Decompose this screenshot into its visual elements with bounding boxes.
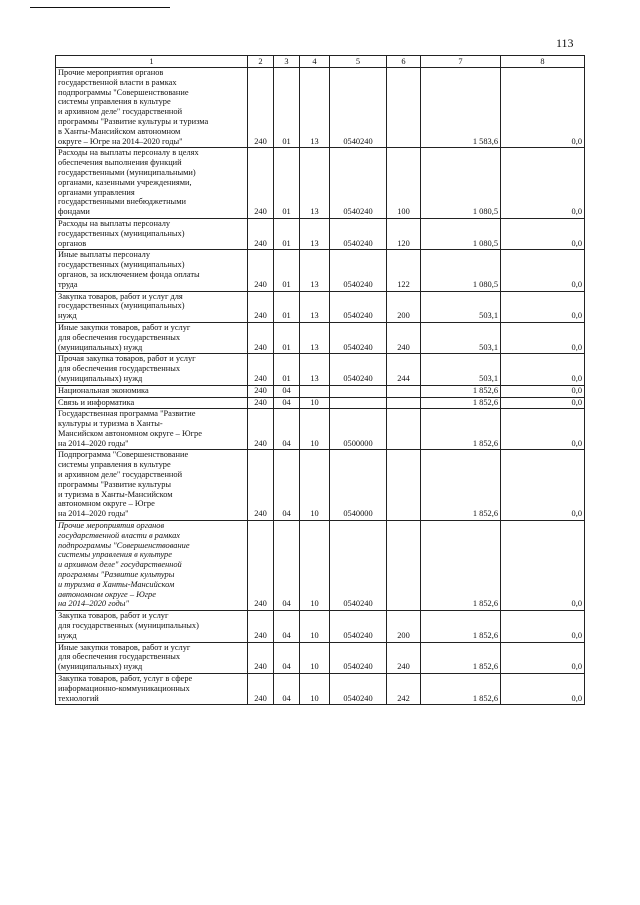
cell-col-5: 0540240 xyxy=(330,611,387,642)
row-name: Иные выплаты персоналу государственных (муниципальных) органов, за исключением фонда оплаты труда xyxy=(56,250,248,291)
cell-col-7: 503,1 xyxy=(421,354,501,385)
table-row xyxy=(56,397,585,409)
cell-col-6: 244 xyxy=(387,354,421,385)
column-header: 5 xyxy=(330,56,387,68)
cell-col-4: 13 xyxy=(300,68,330,148)
cell-col-7: 1 852,6 xyxy=(421,611,501,642)
cell-col-2: 240 xyxy=(248,674,274,705)
cell-col-8: 0,0 xyxy=(501,68,585,148)
table-row xyxy=(56,68,585,148)
cell-col-6 xyxy=(387,450,421,521)
cell-col-5: 0500000 xyxy=(330,409,387,450)
cell-col-4: 10 xyxy=(300,642,330,673)
cell-col-7: 1 583,6 xyxy=(421,68,501,148)
row-name: Прочие мероприятия органов государственной власти в рамках подпрограммы "Совершенствование системы управления в культуре и архивном деле" государственной программы "Развитие культуры и туризма в Ханты-Мансийском автономном округе – Югре на 2014–2020 годы" xyxy=(56,521,248,611)
table-row xyxy=(56,450,585,521)
row-name: Прочие мероприятия органов государственной власти в рамках подпрограммы "Совершенствование системы управления в культуре и архивном деле" государственной программы "Развитие культуры и туризма в Ханты-Мансийском автономном округе – Югре на 2014–2020 годы" xyxy=(56,68,248,148)
cell-col-7: 1 852,6 xyxy=(421,450,501,521)
cell-col-4: 10 xyxy=(300,397,330,409)
cell-col-8: 0,0 xyxy=(501,250,585,291)
cell-col-3: 01 xyxy=(274,218,300,249)
cell-col-2: 240 xyxy=(248,409,274,450)
cell-col-8: 0,0 xyxy=(501,385,585,397)
cell-col-4: 13 xyxy=(300,291,330,322)
cell-col-6 xyxy=(387,521,421,611)
cell-col-7: 1 080,5 xyxy=(421,250,501,291)
row-name: Национальная экономика xyxy=(56,385,248,397)
cell-col-3: 01 xyxy=(274,250,300,291)
cell-col-2: 240 xyxy=(248,68,274,148)
cell-col-6 xyxy=(387,409,421,450)
row-name: Иные закупки товаров, работ и услуг для обеспечения государственных (муниципальных) нужд xyxy=(56,642,248,673)
cell-col-8: 0,0 xyxy=(501,354,585,385)
row-name: Расходы на выплаты персоналу в целях обеспечения выполнения функций государственными (муниципальными) органами, казенными учреждениями, органами управления государственными внебюджетными фондами xyxy=(56,148,248,219)
cell-col-8: 0,0 xyxy=(501,218,585,249)
cell-col-7: 1 080,5 xyxy=(421,148,501,219)
cell-col-3: 04 xyxy=(274,397,300,409)
page-number: 113 xyxy=(556,36,574,50)
cell-col-2: 240 xyxy=(248,322,274,353)
cell-col-4: 13 xyxy=(300,354,330,385)
budget-table xyxy=(55,55,585,705)
table-row xyxy=(56,385,585,397)
table-row xyxy=(56,148,585,219)
table-row xyxy=(56,611,585,642)
cell-col-6: 242 xyxy=(387,674,421,705)
column-header: 2 xyxy=(248,56,274,68)
top-rule xyxy=(30,7,170,8)
cell-col-2: 240 xyxy=(248,385,274,397)
cell-col-3: 04 xyxy=(274,611,300,642)
cell-col-4: 13 xyxy=(300,218,330,249)
cell-col-5: 0540240 xyxy=(330,68,387,148)
header-row xyxy=(56,56,585,68)
cell-col-7: 1 852,6 xyxy=(421,521,501,611)
column-header: 4 xyxy=(300,56,330,68)
column-header: 3 xyxy=(274,56,300,68)
cell-col-4: 13 xyxy=(300,250,330,291)
cell-col-2: 240 xyxy=(248,611,274,642)
cell-col-3: 01 xyxy=(274,148,300,219)
cell-col-8: 0,0 xyxy=(501,148,585,219)
cell-col-3: 04 xyxy=(274,642,300,673)
cell-col-8: 0,0 xyxy=(501,674,585,705)
cell-col-2: 240 xyxy=(248,354,274,385)
cell-col-5: 0540240 xyxy=(330,322,387,353)
cell-col-5: 0540240 xyxy=(330,218,387,249)
cell-col-3: 04 xyxy=(274,450,300,521)
cell-col-3: 01 xyxy=(274,291,300,322)
cell-col-5 xyxy=(330,385,387,397)
cell-col-5: 0540240 xyxy=(330,148,387,219)
column-header: 6 xyxy=(387,56,421,68)
table-row xyxy=(56,521,585,611)
cell-col-7: 503,1 xyxy=(421,291,501,322)
column-header: 7 xyxy=(421,56,501,68)
cell-col-3: 01 xyxy=(274,322,300,353)
cell-col-6 xyxy=(387,68,421,148)
row-name: Государственная программа "Развитие культуры и туризма в Ханты- Мансийском автономном округе – Югре на 2014–2020 годы" xyxy=(56,409,248,450)
cell-col-3: 04 xyxy=(274,409,300,450)
cell-col-5: 0540240 xyxy=(330,354,387,385)
cell-col-5: 0540000 xyxy=(330,450,387,521)
cell-col-4: 13 xyxy=(300,322,330,353)
column-header: 1 xyxy=(56,56,248,68)
cell-col-7: 1 080,5 xyxy=(421,218,501,249)
cell-col-4: 10 xyxy=(300,674,330,705)
cell-col-8: 0,0 xyxy=(501,450,585,521)
cell-col-6: 100 xyxy=(387,148,421,219)
row-name: Связь и информатика xyxy=(56,397,248,409)
cell-col-8: 0,0 xyxy=(501,521,585,611)
cell-col-2: 240 xyxy=(248,218,274,249)
table-row xyxy=(56,409,585,450)
cell-col-2: 240 xyxy=(248,642,274,673)
cell-col-6 xyxy=(387,397,421,409)
cell-col-8: 0,0 xyxy=(501,642,585,673)
cell-col-2: 240 xyxy=(248,521,274,611)
row-name: Закупка товаров, работ, услуг в сфере информационно-коммуникационных технологий xyxy=(56,674,248,705)
cell-col-5: 0540240 xyxy=(330,642,387,673)
cell-col-5: 0540240 xyxy=(330,521,387,611)
row-name: Расходы на выплаты персоналу государственных (муниципальных) органов xyxy=(56,218,248,249)
cell-col-5: 0540240 xyxy=(330,250,387,291)
row-name: Закупка товаров, работ и услуг для государственных (муниципальных) нужд xyxy=(56,291,248,322)
cell-col-2: 240 xyxy=(248,148,274,219)
cell-col-4: 10 xyxy=(300,409,330,450)
table-row xyxy=(56,250,585,291)
cell-col-6: 240 xyxy=(387,642,421,673)
cell-col-6: 120 xyxy=(387,218,421,249)
cell-col-5: 0540240 xyxy=(330,291,387,322)
cell-col-4: 13 xyxy=(300,148,330,219)
row-name: Подпрограмма "Совершенствование системы управления в культуре и архивном деле" государственной программы "Развитие культуры и туризма в Ханты-Мансийском автономном округе – Югре на 2014–2020 годы" xyxy=(56,450,248,521)
table-row xyxy=(56,354,585,385)
table-row xyxy=(56,642,585,673)
cell-col-4: 10 xyxy=(300,450,330,521)
cell-col-2: 240 xyxy=(248,450,274,521)
cell-col-4 xyxy=(300,385,330,397)
cell-col-6: 200 xyxy=(387,291,421,322)
row-name: Закупка товаров, работ и услуг для государственных (муниципальных) нужд xyxy=(56,611,248,642)
cell-col-5: 0540240 xyxy=(330,674,387,705)
cell-col-3: 01 xyxy=(274,354,300,385)
column-header: 8 xyxy=(501,56,585,68)
table-row xyxy=(56,674,585,705)
cell-col-7: 1 852,6 xyxy=(421,397,501,409)
cell-col-6: 200 xyxy=(387,611,421,642)
table-row xyxy=(56,322,585,353)
cell-col-3: 01 xyxy=(274,68,300,148)
cell-col-8: 0,0 xyxy=(501,322,585,353)
cell-col-3: 04 xyxy=(274,674,300,705)
row-name: Прочая закупка товаров, работ и услуг для обеспечения государственных (муниципальных) нужд xyxy=(56,354,248,385)
row-name: Иные закупки товаров, работ и услуг для обеспечения государственных (муниципальных) нужд xyxy=(56,322,248,353)
cell-col-6 xyxy=(387,385,421,397)
cell-col-8: 0,0 xyxy=(501,397,585,409)
cell-col-7: 1 852,6 xyxy=(421,674,501,705)
cell-col-5 xyxy=(330,397,387,409)
cell-col-7: 1 852,6 xyxy=(421,385,501,397)
cell-col-3: 04 xyxy=(274,385,300,397)
cell-col-7: 1 852,6 xyxy=(421,409,501,450)
cell-col-8: 0,0 xyxy=(501,611,585,642)
cell-col-6: 122 xyxy=(387,250,421,291)
cell-col-6: 240 xyxy=(387,322,421,353)
cell-col-4: 10 xyxy=(300,521,330,611)
table-row xyxy=(56,291,585,322)
table-row xyxy=(56,218,585,249)
cell-col-2: 240 xyxy=(248,250,274,291)
cell-col-7: 503,1 xyxy=(421,322,501,353)
cell-col-3: 04 xyxy=(274,521,300,611)
cell-col-2: 240 xyxy=(248,291,274,322)
cell-col-4: 10 xyxy=(300,611,330,642)
cell-col-7: 1 852,6 xyxy=(421,642,501,673)
cell-col-8: 0,0 xyxy=(501,291,585,322)
cell-col-2: 240 xyxy=(248,397,274,409)
cell-col-8: 0,0 xyxy=(501,409,585,450)
